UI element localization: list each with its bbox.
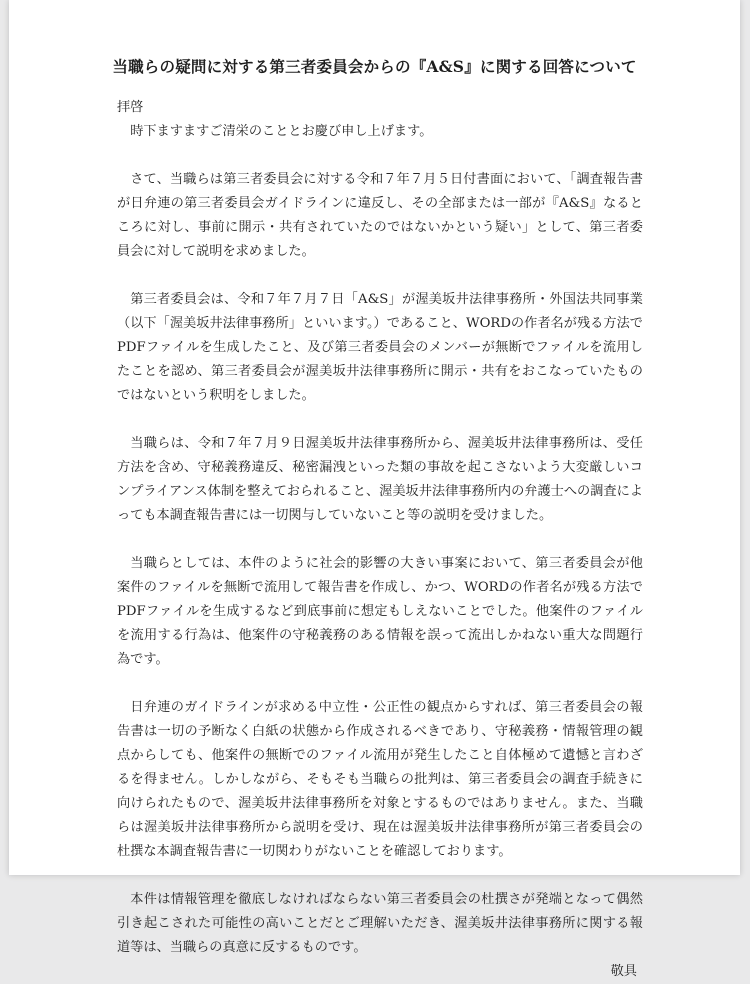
paragraph-6: 本件は情報管理を徹底しなければならない第三者委員会の杜撰さが発端となって偶然引き起こされた可能性の高いことだとご理解いただき、渥美坂井法律事務所に関する報道等は、当職らの真意に反するものです。 <box>117 892 643 955</box>
paragraph-1: さて、当職らは第三者委員会に対する令和７年７月５日付書面において、「調査報告書が日弁連の第三者委員会ガイドラインに違反し、その全部または一部が『A&S』なるところに対し、事前に開示・共有されていたのではないかという疑い」として、第三者委員会に対して説明を求めました。 <box>117 172 643 259</box>
paragraph-5: 日弁連のガイドラインが求める中立性・公正性の観点からすれば、第三者委員会の報告書は一切の予断なく白紙の状態から作成されるべきであり、守秘義務・情報管理の観点からしても、他案件の無断でのファイル流用が発生したこと自体極めて遺憾と言わざるを得ません。しかしながら、そもそも当職らの批判は、第三者委員会の調査手続きに向けられたもので、渥美坂井法律事務所を対象とするものではありません。また、当職らは渥美坂井法律事務所から説明を受け、現在は渥美坂井法律事務所が第三者委員会の杜撰な本調査報告書に一切関わりがないことを確認しております。 <box>117 700 643 859</box>
document-page <box>9 0 740 979</box>
greeting: 時下ますますご清栄のこととお慶び申し上げます。 <box>130 124 433 139</box>
paragraph-3: 当職らは、令和７年７月９日渥美坂井法律事務所から、渥美坂井法律事務所は、受任方法を含め、守秘義務違反、秘密漏洩といった類の事故を起こさないよう大変厳しいコンプライアンス体制を整えておられること、渥美坂井法律事務所内の弁護士への調査によっても本調査報告書には一切関与していないこと等の説明を受けました。 <box>117 436 643 523</box>
paragraph-4: 当職らとしては、本件のように社会的影響の大きい事案において、第三者委員会が他案件のファイルを無断で流用して報告書を作成し、かつ、WORDの作者名が残る方法でPDFファイルを生成するなど到底事前に想定もしえないことでした。他案件のファイルを流用する行為は、他案件の守秘義務のある情報を誤って流出しかねない重大な問題行為です。 <box>117 556 643 667</box>
document-body <box>117 96 643 984</box>
document-title: 当職らの疑問に対する第三者委員会からの『A&S』に関する回答について <box>112 57 637 76</box>
paragraph-2: 第三者委員会は、令和７年７月７日「A&S」が渥美坂井法律事務所・外国法共同事業（以下「渥美坂井法律事務所」といいます。）であること、WORDの作者名が残る方法でPDFファイルを生成したこと、及び第三者委員会のメンバーが無断でファイルを流用したことを認め、第三者委員会が渥美坂井法律事務所に開示・共有をおこなっていたものではないという釈明をしました。 <box>117 292 643 403</box>
salutation: 拝啓 <box>117 100 144 115</box>
closing: 敬具 <box>610 964 637 979</box>
